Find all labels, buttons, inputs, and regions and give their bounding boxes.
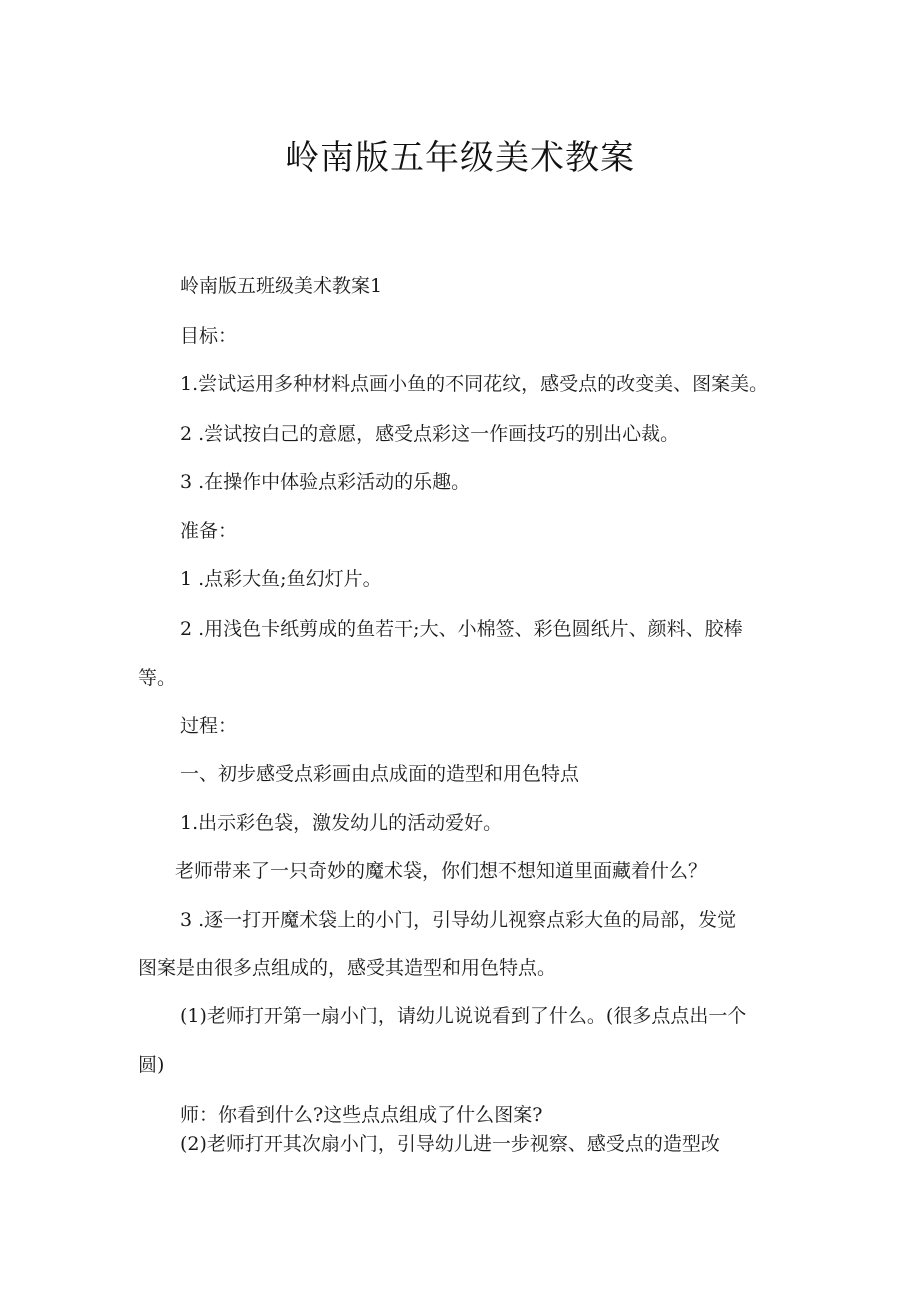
paragraph-line: 师：你看到什么?这些点点组成了什么图案? [180,1104,543,1126]
paragraph-line: 目标： [180,325,238,347]
paragraph-line: 1 .点彩大鱼;鱼幻灯片。 [180,568,382,590]
document-title: 岭南版五年级美术教案 [285,138,635,178]
paragraph-line: 1.尝试运用多种材料点画小鱼的不同花纹，感受点的改变美、图案美。 [180,373,769,395]
paragraph-line: 过程： [180,715,238,737]
paragraph-line: 1.出示彩色袋，激发幼儿的活动爱好。 [180,812,503,834]
paragraph-line: 准备： [180,520,238,542]
paragraph-line: 一、初步感受点彩画由点成面的造型和用色特点 [180,763,580,785]
paragraph-line: 圆) [138,1054,165,1076]
paragraph-line: 3 .在操作中体验点彩活动的乐趣。 [180,471,471,493]
paragraph-line: 等。 [138,667,177,689]
section-heading: 岭南版五班级美术教案1 [180,275,383,297]
paragraph-line: (2)老师打开其次扇小门，引导幼儿进一步视察、感受点的造型改 [180,1133,720,1155]
paragraph-line: (1)老师打开第一扇小门，请幼儿说说看到了什么。(很多点点出一个 [180,1005,747,1027]
paragraph-line: 图案是由很多点组成的，感受其造型和用色特点。 [138,957,557,979]
paragraph-line: 2 .用浅色卡纸剪成的鱼若干;大、小棉签、彩色圆纸片、颜料、胶棒 [180,618,743,640]
paragraph-line: 老师带来了一只奇妙的魔术袋，你们想不想知道里面藏着什么？ [175,860,708,882]
paragraph-line: 3 .逐一打开魔术袋上的小门，引导幼儿视察点彩大鱼的局部，发觉 [180,909,737,931]
paragraph-line: 2 .尝试按白己的意愿，感受点彩这一作画技巧的别出心裁。 [180,423,680,445]
